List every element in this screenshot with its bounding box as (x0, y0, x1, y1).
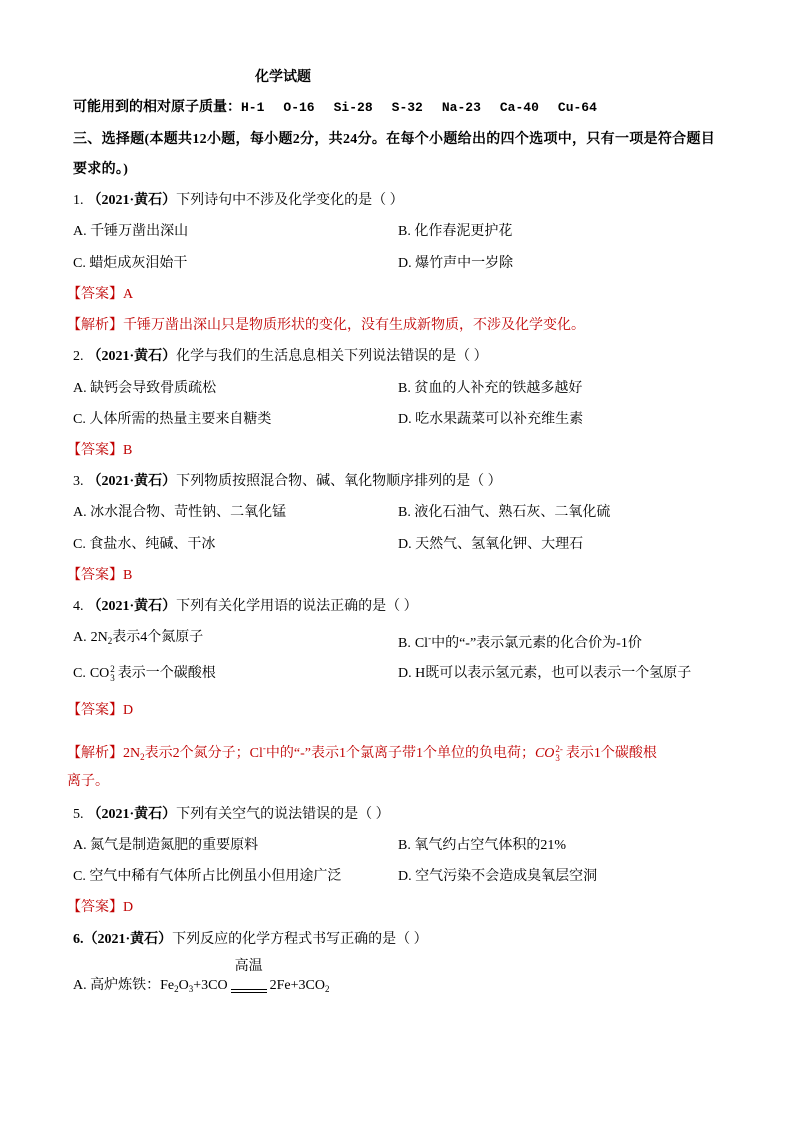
question-text: 下列诗句中不涉及化学变化的是（ ） (176, 193, 404, 208)
question-text: 下列有关化学用语的说法正确的是（ ） (176, 599, 418, 614)
question-stem (73, 347, 488, 367)
atomic-mass-value: Cu-64 (557, 100, 597, 115)
option-label: C. (73, 666, 86, 681)
option-text: 表示4个氮原子 (112, 630, 204, 645)
formula-subscript: 2 (107, 636, 113, 646)
option-b: B. 贫血的人补充的铁越多越好 (398, 381, 583, 396)
option-d: D. 空气污染不会造成臭氧层空洞 (398, 869, 598, 884)
formula-subscript: 3 (188, 984, 194, 994)
formula: CO (534, 746, 555, 761)
answer: 【答案】D (67, 703, 134, 718)
atomic-mass-label: 可能用到的相对原子质量： (73, 100, 241, 115)
question-stem (73, 191, 404, 211)
question-text: 下列反应的化学方程式书写正确的是（ ） (172, 932, 428, 947)
option-c: C. 人体所需的热量主要来自糖类 (73, 412, 272, 427)
analysis (67, 738, 657, 763)
section-header-line1: 三、选择题(本题共12小题，每小题2分，共24分。在每个小题给出的四个选项中，只有一项是符合题目 (73, 132, 716, 147)
option-d: D. 爆竹声中一岁除 (398, 256, 514, 271)
analysis-label: 【解析】 (67, 746, 123, 761)
question-number: 3. (73, 474, 84, 489)
formula-superscript: 2- (555, 743, 563, 754)
option-d: D. H既可以表示氢元素，也可以表示一个氢原子 (398, 666, 692, 681)
option-a: A. 千锤万凿出深山 (73, 224, 189, 239)
option-d: D. 吃水果蔬菜可以补充维生素 (398, 412, 584, 427)
formula: CO (89, 666, 110, 681)
option-text: 中的“-”表示氯元素的化合价为-1价 (431, 636, 642, 651)
analysis-continuation: 离子。 (67, 774, 109, 789)
answer: 【答案】B (67, 568, 133, 583)
formula-superscript: - (262, 743, 266, 753)
question-number: 6. (73, 932, 84, 947)
formula-charge-stack (555, 745, 563, 763)
question-source: （2021·黄石） (83, 932, 173, 947)
option-c (73, 664, 216, 684)
reaction-condition-text: 高温 (234, 959, 263, 974)
option-b: B. 液化石油气、熟石灰、二氧化硫 (398, 505, 611, 520)
option-a: A. 氮气是制造氮肥的重要原料 (73, 838, 259, 853)
question-number: 4. (73, 599, 84, 614)
section-header-line2: 要求的。) (73, 162, 129, 177)
atomic-mass-value: H-1 (241, 100, 265, 115)
atomic-mass-value: S-32 (391, 100, 423, 115)
question-source: （2021·黄石） (87, 349, 177, 364)
formula: +3CO (193, 978, 228, 993)
formula-superscript: 2 (110, 663, 115, 674)
formula: O (178, 978, 189, 993)
option-a: A. 缺钙会导致骨质疏松 (73, 381, 217, 396)
question-number: 1. (73, 193, 84, 208)
option-a (73, 959, 330, 996)
formula-subscript: 3 (110, 672, 115, 683)
question-source: （2021·黄石） (87, 193, 177, 208)
question-text: 化学与我们的生活息息相关下列说法错误的是（ ） (176, 349, 488, 364)
option-a: A. 冰水混合物、苛性钠、二氧化锰 (73, 505, 287, 520)
analysis-text: 表示1个碳酸根 (565, 746, 657, 761)
question-stem (73, 597, 418, 617)
question-stem (73, 930, 428, 950)
formula: Fe (160, 978, 175, 993)
chemical-equation (160, 959, 330, 994)
analysis-text: 表示2个氮分子； (144, 746, 250, 761)
formula: Cl (249, 746, 263, 761)
option-b: B. 氧气约占空气体积的21% (398, 838, 566, 853)
option-label: B. (398, 636, 411, 651)
answer: 【答案】A (67, 287, 134, 302)
option-d: D. 天然气、氢氧化钾、大理石 (398, 537, 584, 552)
question-source: （2021·黄石） (87, 807, 177, 822)
question-stem (73, 472, 502, 492)
formula-subscript: 2 (140, 752, 145, 762)
analysis: 【解析】千锤万凿出深山只是物质形状的变化，没有生成新物质，不涉及化学变化。 (67, 318, 585, 333)
analysis-text: 中的“-”表示1个氯离子带1个单位的负电荷； (265, 746, 535, 761)
question-source: （2021·黄石） (87, 599, 177, 614)
atomic-mass-value: Si-28 (333, 100, 373, 115)
question-number: 2. (73, 349, 84, 364)
formula: Cl (414, 636, 429, 651)
atomic-mass-line (73, 98, 616, 118)
reaction-condition (229, 959, 269, 996)
option-c: C. 食盐水、纯碱、干冰 (73, 537, 216, 552)
option-c: C. 蜡炬成灰泪始干 (73, 256, 188, 271)
formula-superscript: - (428, 633, 432, 643)
atomic-mass-value: O-16 (283, 100, 315, 115)
option-a (73, 628, 203, 648)
answer: 【答案】B (67, 443, 133, 458)
atomic-mass-value: Na-23 (441, 100, 481, 115)
formula-charge-stack (110, 665, 115, 683)
formula-subscript: 2 (174, 984, 179, 994)
atomic-mass-value: Ca-40 (499, 100, 539, 115)
question-text: 下列有关空气的说法错误的是（ ） (176, 807, 390, 822)
question-stem (73, 805, 390, 825)
double-equals-line (231, 989, 267, 993)
formula: 2N (123, 746, 141, 761)
formula-subscript: 3 (555, 752, 560, 763)
option-b: B. 化作春泥更护花 (398, 224, 513, 239)
option-label: A. 高炉炼铁： (73, 978, 161, 993)
question-text: 下列物质按照混合物、碱、氧化物顺序排列的是（ ） (176, 474, 502, 489)
option-text: 表示一个碳酸根 (117, 666, 216, 681)
option-b (398, 628, 642, 651)
formula: 2N (90, 630, 108, 645)
formula-subscript: 2 (324, 984, 330, 994)
question-number: 5. (73, 807, 84, 822)
question-source: （2021·黄石） (87, 474, 177, 489)
page-title: 化学试题 (255, 70, 311, 85)
formula: 2Fe+3CO (269, 978, 325, 993)
option-c: C. 空气中稀有气体所占比例虽小但用途广泛 (73, 869, 342, 884)
answer: 【答案】D (67, 900, 134, 915)
option-label: A. (73, 630, 87, 645)
